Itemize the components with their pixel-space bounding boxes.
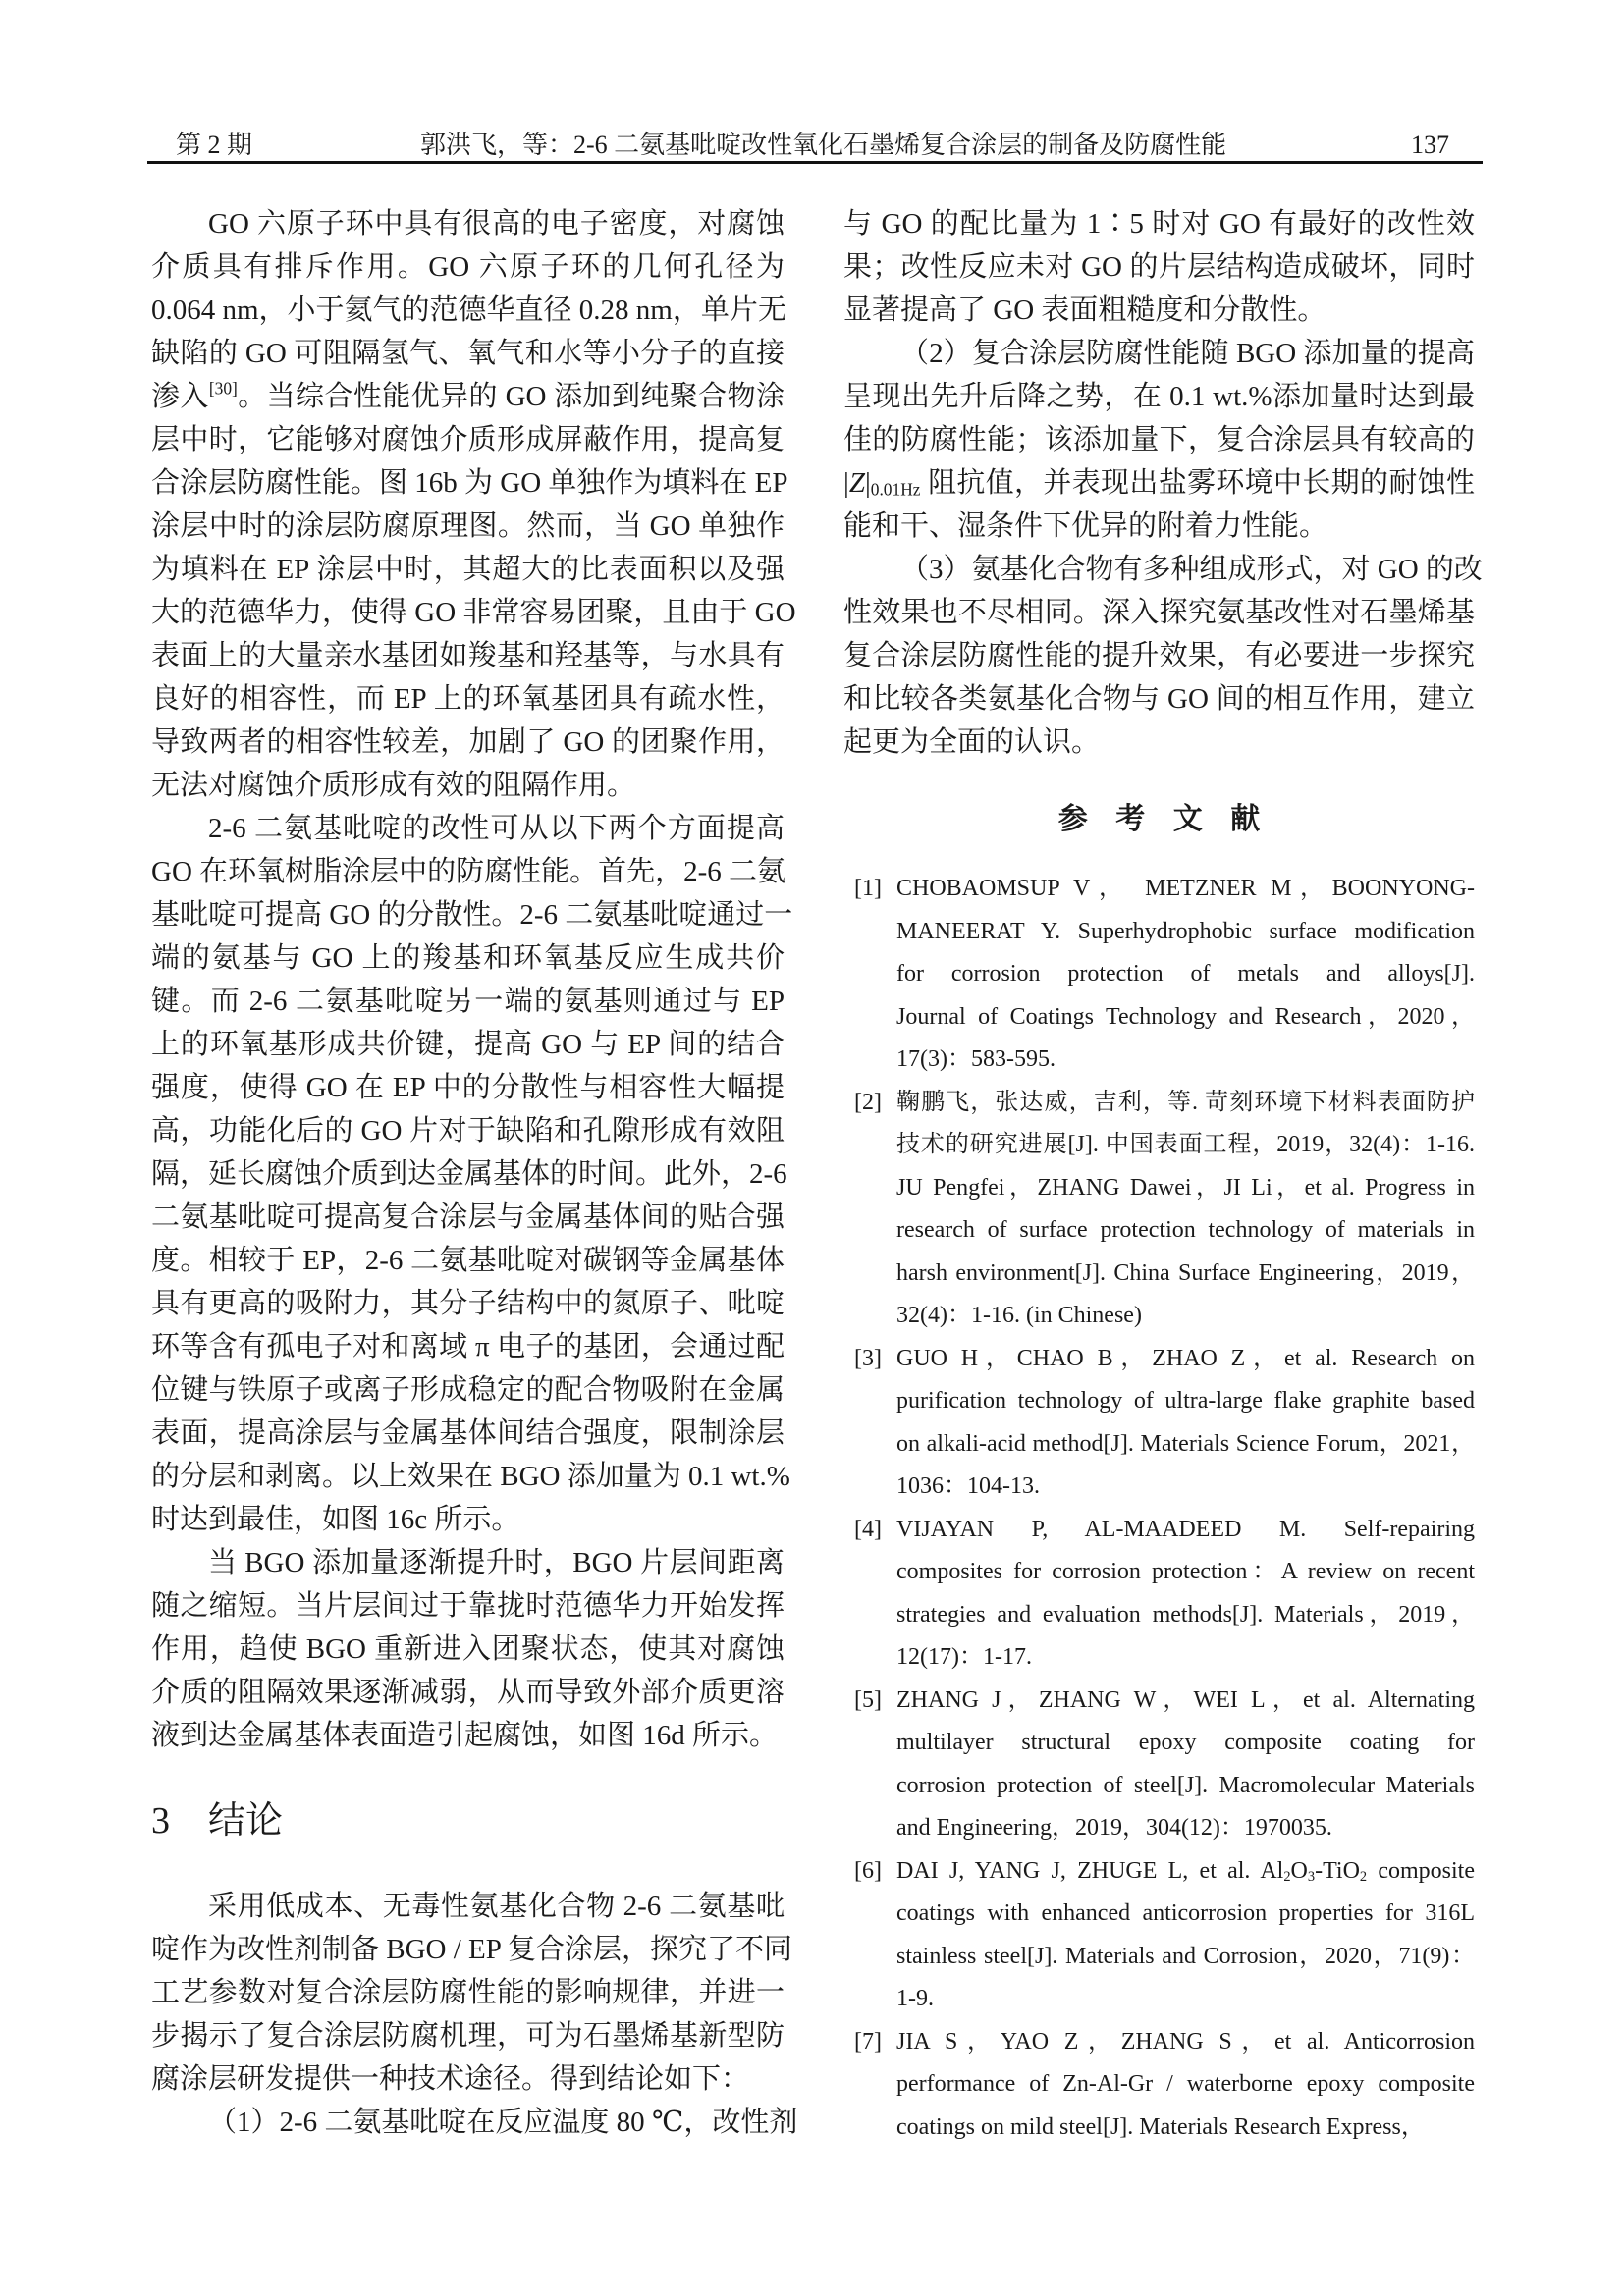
text-line: 啶作为改性剂制备 BGO / EP 复合涂层，探究了不同: [151, 1934, 793, 1965]
text-line: 环等含有孤电子对和离域 π 电子的基团，会通过配: [151, 1331, 785, 1362]
text-line: 合涂层防腐性能。图 16b 为 GO 单独作为填料在 EP: [151, 467, 788, 499]
text-segment: 渗入: [151, 381, 209, 412]
paragraph: [151, 1885, 793, 2101]
text-line: [151, 375, 785, 418]
text-line: 当 BGO 添加量逐渐提升时，BGO 片层间距离: [208, 1547, 785, 1578]
subscript-text: 3: [1307, 1868, 1316, 1885]
text-line: 与 GO 的配比量为 1∶5 时对 GO 有最好的改性效: [843, 208, 1475, 240]
text-line: 果；改性反应未对 GO 的片层结构造成破坏，同时: [843, 251, 1475, 283]
reference-line: 32(4)：1-16. (in Chinese): [896, 1303, 1142, 1328]
text-line: 隔，延长腐蚀介质到达金属基体的时间。此外，2-6: [151, 1158, 787, 1190]
text-line: 作用，趋使 BGO 重新进入团聚状态，使其对腐蚀: [151, 1633, 785, 1665]
text-segment: composite: [1367, 1857, 1475, 1884]
reference-line: MANEERAT Y. Superhydrophobic surface modification: [896, 918, 1475, 944]
subscript-text: 2: [1283, 1868, 1291, 1885]
text-line: 腐涂层研发提供一种技术途径。得到结论如下：: [151, 2063, 750, 2095]
reference-line: corrosion protection of steel[J]. Macromolecular Materials: [896, 1772, 1475, 1798]
text-line: 位键与铁原子或离子形成稳定的配合物吸附在金属: [151, 1374, 785, 1406]
paragraph: [151, 1541, 785, 1757]
text-line: 层中时，它能够对腐蚀介质形成屏蔽作用，提高复: [151, 424, 785, 455]
reference-line: and Engineering，2019，304(12)：1970035.: [896, 1815, 1332, 1841]
reference-line: coatings on mild steel[J]. Materials Research Express，: [896, 2113, 1425, 2140]
text-line: （3）氨基化合物有多种组成形式，对 GO 的改: [900, 554, 1483, 585]
text-line: 表面，提高涂层与金属基体间结合强度，限制涂层: [151, 1417, 785, 1449]
reference-line: coatings with enhanced anticorrosion properties for 316L: [896, 1900, 1475, 1926]
text-line: （2）复合涂层防腐性能随 BGO 添加量的提高: [900, 338, 1475, 369]
text-line: 基吡啶可提高 GO 的分散性。2-6 二氨基吡啶通过一: [151, 899, 793, 931]
reference-line: purification technology of ultra-large flake graphite based: [896, 1388, 1475, 1414]
reference-number: [1]: [854, 876, 882, 901]
references-heading: 参考文献: [1057, 803, 1288, 835]
text-segment: 阻抗值，并表现出盐雾环境中长期的耐蚀性: [920, 467, 1475, 499]
text-segment: 。当综合性能优异的 GO 添加到纯聚合物涂: [237, 381, 785, 412]
reference-line: research of surface protection technology of materials in: [896, 1217, 1475, 1243]
text-line: 起更为全面的认识。: [843, 726, 1101, 758]
text-line: 液到达金属基体表面造引起腐蚀，如图 16d 所示。: [151, 1720, 779, 1751]
paragraph: [843, 548, 1483, 764]
text-line: 复合涂层防腐性能的提升效果，有必要进一步探究: [843, 640, 1475, 671]
paragraph: [843, 202, 1475, 332]
text-line: 介质的阻隔效果逐渐减弱，从而导致外部介质更溶: [151, 1677, 785, 1708]
paragraph: [151, 202, 796, 807]
text-line: 和比较各类氨基化合物与 GO 间的相互作用，建立: [843, 683, 1475, 715]
left-column: [151, 202, 798, 2144]
reference-line: VIJAYAN P, AL-MAADEED M. Self-repairing: [896, 1516, 1475, 1542]
conclusion-text: [151, 1885, 798, 2144]
text-line: 二氨基吡啶可提高复合涂层与金属基体间的贴合强: [151, 1201, 785, 1233]
text-line: 显著提高了 GO 表面粗糙度和分散性。: [843, 294, 1326, 326]
reference-item: [843, 868, 1475, 1082]
reference-line: 1-9.: [896, 1986, 934, 2011]
text-segment: O: [1290, 1857, 1308, 1884]
reference-line: stainless steel[J]. Materials and Corrosion，2020，71(9)：: [896, 1943, 1475, 1969]
reference-line: performance of Zn-Al-Gr / waterborne epoxy composite: [896, 2071, 1475, 2097]
reference-line: multilayer structural epoxy composite coating for: [896, 1730, 1475, 1755]
reference-line: CHOBAOMSUP V， METZNER M，BOONYONG-: [896, 876, 1475, 901]
reference-line: ZHANG J，ZHANG W，WEI L，et al. Alternating: [896, 1686, 1475, 1713]
reference-line: 17(3)：583-595.: [896, 1046, 1056, 1072]
reference-line: on alkali-acid method[J]. Materials Science Forum，2021，: [896, 1430, 1475, 1457]
reference-item: [843, 1509, 1475, 1680]
text-line: GO 在环氧树脂涂层中的防腐性能。首先，2-6 二氨: [151, 856, 786, 887]
discussion-text: [151, 202, 796, 1757]
text-line: 能和干、湿条件下优异的附着力性能。: [843, 510, 1328, 542]
reference-number: [2]: [854, 1089, 882, 1115]
text-line: 的分层和剥离。以上效果在 BGO 添加量为 0.1 wt.%: [151, 1461, 790, 1492]
text-line: 佳的防腐性能；该添加量下，复合涂层具有较高的: [843, 424, 1475, 455]
reference-number: [7]: [854, 2028, 882, 2055]
reference-line: 技术的研究进展[J]. 中国表面工程，2019，32(4)：1-16.: [896, 1132, 1475, 1157]
section-number: 3: [151, 1800, 170, 1842]
text-line: [843, 461, 1475, 505]
section-heading: [151, 1757, 785, 1885]
section-title: 结论: [208, 1800, 284, 1842]
text-line: 2-6 二氨基吡啶的改性可从以下两个方面提高: [208, 813, 785, 844]
right-column: [843, 202, 1483, 764]
text-segment: -TiO: [1315, 1857, 1360, 1884]
reference-line: 12(17)：1-17.: [896, 1644, 1032, 1670]
text-line: 良好的相容性，而 EP 上的环氧基团具有疏水性，: [151, 683, 785, 715]
reference-line: JU Pengfei，ZHANG Dawei，JI Li，et al. Progress in: [896, 1174, 1475, 1201]
text-line: 端的氨基与 GO 上的羧基和环氧基反应生成共价: [151, 942, 785, 974]
paragraph: [843, 332, 1475, 548]
text-line: 上的环氧基形成共价键，提高 GO 与 EP 间的结合: [151, 1029, 785, 1060]
text-line: 采用低成本、无毒性氨基化合物 2-6 二氨基吡: [208, 1891, 785, 1922]
reference-number: [5]: [854, 1686, 882, 1713]
text-line: 表面上的大量亲水基团如羧基和羟基等，与水具有: [151, 640, 785, 671]
text-line: 大的范德华力，使得 GO 非常容易团聚，且由于 GO: [151, 597, 796, 628]
reference-item: [843, 1680, 1475, 1850]
reference-line: 1036：104-13.: [896, 1473, 1040, 1499]
page-number: 137: [1411, 131, 1449, 159]
reference-item: [843, 1338, 1475, 1509]
subscript-text: 2: [1359, 1868, 1368, 1885]
reference-line: [896, 1850, 1475, 1894]
reference-line: for corrosion protection of metals and alloys[J].: [896, 961, 1475, 987]
text-line: 介质具有排斥作用。GO 六原子环的几何孔径为: [151, 251, 785, 283]
text-line: 键。而 2-6 二氨基吡啶另一端的氨基则通过与 EP: [151, 986, 785, 1017]
text-line: 时达到最佳，如图 16c 所示。: [151, 1504, 520, 1535]
text-line: 无法对腐蚀介质形成有效的阻隔作用。: [151, 770, 636, 801]
text-line: 呈现出先升后降之势，在 0.1 wt.%添加量时达到最: [843, 381, 1475, 412]
text-line: GO 六原子环中具有很高的电子密度，对腐蚀: [208, 208, 785, 240]
reference-number: [4]: [854, 1516, 882, 1542]
conclusion-continued-text: [843, 202, 1483, 764]
paragraph: [151, 807, 793, 1541]
text-line: 步揭示了复合涂层防腐机理，可为石墨烯基新型防: [151, 2020, 785, 2052]
text-line: 高，功能化后的 GO 片对于缺陷和孔隙形成有效阻: [151, 1115, 785, 1147]
text-segment: |: [864, 467, 871, 499]
running-header-title: 郭洪飞，等：2-6 二氨基吡啶改性氧化石墨烯复合涂层的制备及防腐性能: [420, 131, 1227, 159]
reference-line: composites for corrosion protection：A review on recent: [896, 1559, 1475, 1584]
text-segment: Z: [848, 467, 865, 499]
text-line: 度。相较于 EP，2-6 二氨基吡啶对碳钢等金属基体: [151, 1245, 785, 1276]
paragraph: [151, 2101, 798, 2144]
reference-number: [6]: [854, 1857, 882, 1884]
text-segment: |: [843, 467, 849, 499]
text-line: 为填料在 EP 涂层中时，其超大的比表面积以及强: [151, 554, 785, 585]
text-line: 缺陷的 GO 可阻隔氢气、氧气和水等小分子的直接: [151, 338, 785, 369]
running-header-issue: 第 2 期: [176, 131, 253, 159]
text-line: 性效果也不尽相同。深入探究氨基改性对石墨烯基: [843, 597, 1475, 628]
reference-line: JIA S，YAO Z，ZHANG S，et al. Anticorrosion: [896, 2028, 1475, 2055]
text-line: （1）2-6 二氨基吡啶在反应温度 80 ℃，改性剂: [208, 2107, 798, 2138]
text-line: 0.064 nm，小于氦气的范德华直径 0.28 nm，单片无: [151, 294, 786, 326]
text-line: 涂层中时的涂层防腐原理图。然而，当 GO 单独作: [151, 510, 785, 542]
citation-superscript: [30]: [208, 378, 238, 399]
header-rule: [147, 161, 1483, 164]
reference-item: [843, 1082, 1475, 1338]
reference-line: harsh environment[J]. China Surface Engineering，2019，: [896, 1259, 1475, 1286]
reference-line: Journal of Coatings Technology and Research，2020，: [896, 1003, 1475, 1030]
reference-line: strategies and evaluation methods[J]. Materials，2019，: [896, 1601, 1475, 1628]
text-line: 具有更高的吸附力，其分子结构中的氮原子、吡啶: [151, 1288, 785, 1319]
reference-number: [3]: [854, 1345, 882, 1371]
reference-line: 鞠鹏飞，张达威，吉利，等. 苛刻环境下材料表面防护: [896, 1089, 1475, 1115]
text-line: 工艺参数对复合涂层防腐性能的影响规律，并进一: [151, 1977, 785, 2008]
text-line: 随之缩短。当片层间过于靠拢时范德华力开始发挥: [151, 1590, 785, 1622]
text-segment: DAI J, YANG J, ZHUGE L, et al. Al: [896, 1857, 1284, 1884]
reference-list: [843, 868, 1475, 2149]
text-line: 强度，使得 GO 在 EP 中的分散性与相容性大幅提: [151, 1072, 785, 1103]
reference-line: GUO H，CHAO B，ZHAO Z，et al. Research on: [896, 1345, 1475, 1371]
subscript-text: 0.01Hz: [870, 479, 921, 500]
reference-item: [843, 1850, 1475, 2021]
reference-item: [843, 2021, 1475, 2150]
text-line: 导致两者的相容性较差，加剧了 GO 的团聚作用，: [151, 726, 785, 758]
